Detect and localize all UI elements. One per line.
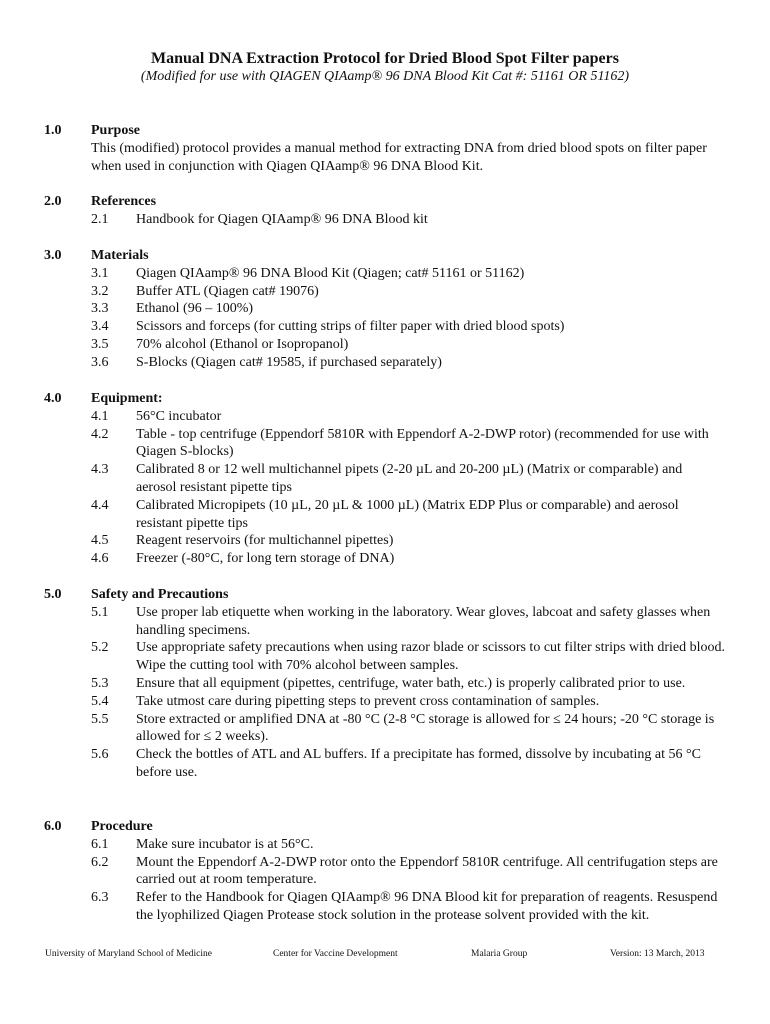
item-number: 4.4 bbox=[91, 497, 109, 513]
footer-group: Malaria Group bbox=[471, 949, 528, 959]
list-item bbox=[91, 639, 726, 675]
item-text: Buffer ATL (Qiagen cat# 19076) bbox=[136, 283, 319, 299]
item-number: 5.3 bbox=[91, 675, 109, 691]
item-text: Ensure that all equipment (pipettes, centrifuge, water bath, etc.) is properly calibrated prior to use. bbox=[136, 675, 686, 691]
item-text: Calibrated 8 or 12 well multichannel pipets (2-20 µL and 20-200 µL) (Matrix or comparable) and aerosol resistant pipette tips bbox=[136, 462, 683, 495]
list-item bbox=[91, 300, 726, 318]
item-text: Take utmost care during pipetting steps to prevent cross contamination of samples. bbox=[136, 693, 600, 709]
item-text: Handbook for Qiagen QIAamp® 96 DNA Blood kit bbox=[136, 211, 428, 227]
list-item bbox=[91, 426, 726, 462]
item-number: 3.1 bbox=[91, 265, 109, 281]
item-number: 3.4 bbox=[91, 319, 109, 335]
list-item bbox=[91, 711, 726, 747]
section-references bbox=[0, 193, 770, 229]
item-number: 5.1 bbox=[91, 604, 109, 620]
document-subtitle: (Modified for use with QIAGEN QIAamp® 96 DNA Blood Kit Cat #: 51161 OR 51162) bbox=[140, 69, 630, 84]
list-item bbox=[91, 354, 726, 372]
item-text: Check the bottles of ATL and AL buffers. If a precipitate has formed, dissolve by incubating at 56 °C before use. bbox=[136, 747, 701, 780]
item-number: 4.6 bbox=[91, 551, 109, 567]
item-text: Calibrated Micropipets (10 µL, 20 µL & 1000 µL) (Matrix EDP Plus or comparable) and aerosol resistant pipette tips bbox=[136, 497, 679, 531]
list-item bbox=[91, 550, 726, 568]
item-number: 6.3 bbox=[91, 890, 109, 906]
list-item bbox=[91, 675, 726, 693]
item-text: Use appropriate safety precautions when using razor blade or scissors to cut filter strips with dried blood. Wipe the cutting tool with 70% alcohol between samples. bbox=[136, 640, 726, 674]
item-text: Use proper lab etiquette when working in the laboratory. Wear gloves, labcoat and safety glasses when handling specimens. bbox=[136, 604, 711, 638]
item-number: 3.3 bbox=[91, 301, 109, 317]
item-number: 5.6 bbox=[91, 747, 109, 763]
item-text: Table - top centrifuge (Eppendorf 5810R with Eppendorf A-2-DWP rotor) (recommended for use with Qiagen S-blocks) bbox=[136, 426, 709, 460]
item-text: Mount the Eppendorf A-2-DWP rotor onto the Eppendorf 5810R centrifuge. All centrifugation steps are carried out at room temperature. bbox=[136, 854, 718, 888]
page-footer bbox=[45, 947, 715, 961]
list-item bbox=[91, 497, 726, 533]
item-number: 3.2 bbox=[91, 283, 109, 299]
item-number: 2.1 bbox=[91, 211, 109, 227]
section-title: Purpose bbox=[91, 123, 140, 138]
item-number: 4.3 bbox=[91, 462, 109, 478]
section-title: Equipment: bbox=[91, 391, 163, 406]
section-number: 4.0 bbox=[44, 391, 62, 406]
item-text: Make sure incubator is at 56°C. bbox=[136, 836, 314, 852]
section-number: 3.0 bbox=[44, 248, 62, 263]
item-number: 4.2 bbox=[91, 426, 109, 442]
item-number: 4.5 bbox=[91, 533, 109, 549]
list-item bbox=[91, 408, 726, 426]
item-text: Qiagen QIAamp® 96 DNA Blood Kit (Qiagen; cat# 51161 or 51162) bbox=[136, 265, 525, 281]
item-text: Ethanol (96 – 100%) bbox=[136, 301, 254, 317]
section-number: 2.0 bbox=[44, 194, 62, 209]
item-number: 6.2 bbox=[91, 854, 109, 870]
list-item bbox=[91, 461, 726, 497]
document-title: Manual DNA Extraction Protocol for Dried Blood Spot Filter papers bbox=[151, 50, 619, 67]
list-item bbox=[91, 836, 726, 854]
item-text: Reagent reservoirs (for multichannel pipettes) bbox=[136, 533, 394, 549]
footer-center: Center for Vaccine Development bbox=[273, 949, 398, 959]
item-text: Refer to the Handbook for Qiagen QIAamp® 96 DNA Blood kit for preparation of reagents. Resuspend the lyophilized Qiagen Protease stock solution in the protease solvent provided with the kit. bbox=[136, 890, 718, 923]
section-purpose bbox=[0, 122, 770, 175]
item-number: 6.1 bbox=[91, 836, 109, 852]
list-item bbox=[91, 604, 726, 640]
section-number: 6.0 bbox=[44, 819, 62, 834]
item-text: S-Blocks (Qiagen cat# 19585, if purchased separately) bbox=[136, 354, 442, 370]
section-safety bbox=[0, 586, 770, 782]
list-item bbox=[91, 746, 726, 782]
section-number: 5.0 bbox=[44, 587, 62, 602]
list-item bbox=[91, 265, 726, 283]
section-title: Procedure bbox=[91, 819, 153, 834]
footer-version: Version: 13 March, 2013 bbox=[610, 949, 705, 959]
list-item bbox=[91, 336, 726, 354]
list-item bbox=[91, 693, 726, 711]
item-number: 5.2 bbox=[91, 640, 109, 656]
section-title: Safety and Precautions bbox=[91, 587, 229, 602]
footer-institution: University of Maryland School of Medicine bbox=[45, 949, 213, 959]
section-title: Materials bbox=[91, 248, 149, 263]
list-item bbox=[91, 318, 726, 336]
section-procedure bbox=[0, 818, 770, 925]
section-materials bbox=[0, 247, 770, 372]
item-number: 3.5 bbox=[91, 336, 109, 352]
list-item bbox=[91, 889, 726, 925]
section-text: This (modified) protocol provides a manual method for extracting DNA from dried blood spots on filter paper when used in conjunction with Qiagen QIAamp® 96 DNA Blood Kit. bbox=[91, 140, 707, 174]
item-number: 4.1 bbox=[91, 408, 109, 424]
list-item bbox=[91, 854, 726, 890]
item-number: 3.6 bbox=[91, 354, 109, 370]
list-item bbox=[91, 211, 726, 229]
item-text: 56°C incubator bbox=[136, 408, 222, 424]
section-equipment bbox=[0, 390, 770, 568]
list-item bbox=[91, 283, 726, 301]
item-text: Scissors and forceps (for cutting strips of filter paper with dried blood spots) bbox=[136, 319, 565, 335]
item-text: Store extracted or amplified DNA at -80 °C (2-8 °C storage is allowed for ≤ 24 hours; -20 °C storage is allowed for ≤ 2 weeks). bbox=[136, 711, 715, 745]
item-number: 5.5 bbox=[91, 711, 109, 727]
item-number: 5.4 bbox=[91, 693, 109, 709]
item-text: Freezer (-80°C, for long tern storage of DNA) bbox=[136, 551, 395, 567]
item-text: 70% alcohol (Ethanol or Isopropanol) bbox=[136, 336, 349, 352]
section-number: 1.0 bbox=[44, 123, 62, 138]
section-title: References bbox=[91, 194, 157, 209]
list-item bbox=[91, 532, 726, 550]
